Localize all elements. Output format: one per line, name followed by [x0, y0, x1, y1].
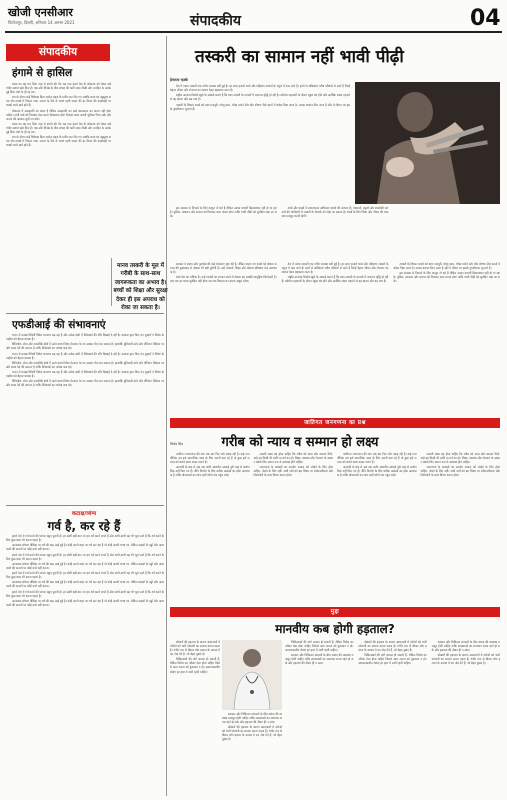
- main-article-body-bottom: [170, 262, 500, 414]
- paragraph: लोकतंत्र में असहमति का स्थान है लेकिन असहमति का अर्थ कामकाज ठप करना नहीं होना चाहिए। सभी दलों को मिलकर ऐसा रास्ता निकालना होगा जिससे संसद अपनी भूमिका निभा सके और जनता की आवाज सुनी जा सके।: [6, 108, 111, 121]
- article-headline-hangame: हंगामे से हासिल: [12, 67, 73, 79]
- paragraph: सत्र के दौरान कई विधेयक बिना पर्याप्त बहस के पारित कर दिए गए जबकि सदन का बहुमूल्य समय शोर-शराबे में निकल गया। जनता के पैसे से चलने वाली संसद की हर मिनट की कार्यवाही पर लाखों रुपये खर्च होते हैं।: [6, 95, 111, 108]
- article-body-fdi: [6, 333, 164, 501]
- paragraph: जनगणना के आंकड़ों का उपयोग समाज को जोड़ने के लिए होना चाहिए, तोड़ने के लिए नहीं। सभी दलों को इस विषय पर संवेदनशीलता और जिम्मेदारी के साथ विचार करना होगा।: [420, 465, 500, 478]
- paragraph: आजादी के बाद से अब तक जाति आधारित आंकड़े पूरी तरह से सार्वजनिक नहीं किए गए हैं। नीति निर्माण के लिए सटीक आंकड़ों का होना आवश्यक है ताकि योजनाओं का लाभ सही लोगों तक पहुंच सके।: [170, 465, 250, 478]
- paragraph: संसद का यह सत्र जिस तरह से हंगामे की भेंट चढ़ गया उसने देश के लोकतंत्र को लेकर कई गंभीर सवाल खड़े किए हैं। पक्ष और विपक्ष के बीच संवाद की कमी साफ दिखी और जनहित के अनेक मुद्दे बिना चर्चा के ही रह गए।: [6, 121, 111, 135]
- date-line: फिरोजपुर, दिल्ली, शनिवार 14 अगस्त 2021: [8, 20, 75, 25]
- article-photo: [355, 82, 500, 204]
- masthead: [8, 5, 106, 31]
- paragraph: भारत में प्रत्यक्ष विदेशी निवेश लगातार बढ़ रहा है और अनेक क्षेत्रों में निवेशकों की रुचि दिखाई दे रही है। सरकार द्वारा किए गए सुधारों ने निवेश के माहौल को बेहतर बनाया है।: [6, 370, 164, 379]
- editorial-tag-label: संपादकीय: [38, 46, 78, 58]
- paragraph: हमारे देश में गर्व करने की परंपरा बहुत पुरानी है। हर छोटी बड़ी बात पर हम गर्व करने लगते हैं और कभी-कभी यह भी भूल जाते हैं कि गर्व करने के लिए कुछ काम भी करना पड़ता है।: [6, 571, 164, 580]
- paragraph: आजादी के बाद से अब तक जाति आधारित आंकड़े पूरी तरह से सार्वजनिक नहीं किए गए हैं। नीति निर्माण के लिए सटीक आंकड़ों का होना आवश्यक है ताकि योजनाओं का लाभ सही लोगों तक पहुंच सके।: [337, 465, 417, 478]
- paragraph: जातिगत जनगणना की मांग एक बार फिर जोर पकड़ रही है। कई राजनीतिक दल इसे सामाजिक न्याय के लिए जरूरी बता रहे हैं तो कुछ इसे समाज को बांटने वाला कदम मानते हैं।: [170, 452, 250, 465]
- column-rule: [111, 258, 112, 306]
- pull-quote-text: मानव तस्करी के मूल में गरीबी के साथ-साथ जागरूकता का अभाव है। बच्चों को शिक्षा और सुरक्षा देकर ही इस अपराध को रोका जा सकता है।: [113, 263, 168, 312]
- paragraph: डॉक्टरों की हड़ताल के कारण अस्पतालों में मरीजों को भारी परेशानी का सामना करना पड़ता है। गंभीर रूप से बीमार लोग इलाज के अभाव में दम तोड़ देते हैं, जो बेहद दुखद है।: [222, 725, 282, 742]
- paragraph: आजकल सोशल मीडिया पर गर्व की बाढ़ आई हुई है। कोई अपने शहर पर गर्व कर रहा है तो कोई अपनी भाषा पर, लेकिन सड़कों के गड्ढों और अस्पतालों की कतारों पर कोई चर्चा नहीं करता।: [6, 580, 164, 589]
- issue-banner: [170, 607, 500, 617]
- paragraph: इस समस्या से निपटने के लिए कानून तो बने हैं लेकिन उनका प्रभावी क्रियान्वयन नहीं हो पा रहा है। पुलिस, प्रशासन और समाज को मिलकर काम करना होगा ताकि भावी पीढ़ी को सुरक्षित रखा जा सके।: [170, 206, 277, 219]
- paragraph: बच्चे देश का भविष्य हैं। उन्हें तस्करी का सामान बनने से रोकना हम सबकी सामूहिक जिम्मेदारी है। जब तक हर बच्चा सुरक्षित नहीं होगा तब तक विकास का सपना अधूरा रहेगा।: [170, 275, 277, 284]
- paragraph: तस्करी के शिकार बच्चों को बाल मजदूरी, घरेलू काम, भीख मांगने और यौन शोषण जैसे कामों में धकेल दिया जाता है। उनका बचपन छिन जाता है और वे जीवन भर इसके दुष्परिणाम भुगतते हैं।: [170, 102, 350, 111]
- paragraph: गांवों और कस्बों में जागरूकता अभियान चलाने की जरूरत है। पंचायतों, स्कूलों और स्वयंसेवी संगठनों की भागीदारी से तस्करी के नेटवर्क को तोड़ा जा सकता है। बच्चों के लिए शिक्षा और पोषण की व्यवस्था मजबूत करनी होगी।: [281, 206, 389, 219]
- paragraph: सरकार और चिकित्सा संगठनों के बीच संवाद की व्यवस्था मजबूत होनी चाहिए ताकि समस्याओं का समाधान समय रहते हो सके और हड़ताल की नौबत ही न आए।: [222, 712, 282, 725]
- paragraph: संसद का यह सत्र जिस तरह से हंगामे की भेंट चढ़ गया उसने देश के लोकतंत्र को लेकर कई गंभीर सवाल खड़े किए हैं। पक्ष और विपक्ष के बीच संवाद की कमी साफ दिखी और जनहित के अनेक मुद्दे बिना चर्चा के ही रह गए।: [6, 82, 111, 95]
- issue-illustration: [222, 640, 282, 710]
- paragraph: विनिर्माण, सेवा और तकनीकी क्षेत्रों में आने वाला निवेश रोजगार के नए अवसर पैदा कर सकता है। हालांकि बुनियादी ढांचे और नीतिगत स्थिरता पर और ध्यान देने की जरूरत है ताकि निवेशकों का भरोसा बना रहे।: [6, 379, 164, 388]
- issue-headline: मानवीय कब होगी हड़ताल?: [275, 622, 395, 636]
- doctor-illustration-icon: [222, 640, 282, 710]
- paragraph: आजकल सोशल मीडिया पर गर्व की बाढ़ आई हुई है। कोई अपने शहर पर गर्व कर रहा है तो कोई अपनी भाषा पर, लेकिन सड़कों के गड्ढों और अस्पतालों की कतारों पर कोई चर्चा नहीं करता।: [6, 543, 164, 552]
- main-article-body-mid: [170, 206, 500, 258]
- main-byline: हेमलता म्हस्के: [170, 78, 188, 82]
- issue-article-body-right: [285, 640, 500, 795]
- paragraph: जातिगत जनगणना की मांग एक बार फिर जोर पकड़ रही है। कई राजनीतिक दल इसे सामाजिक न्याय के लिए जरूरी बता रहे हैं तो कुछ इसे समाज को बांटने वाला कदम मानते हैं।: [337, 452, 417, 465]
- child-silhouette-photo: [355, 82, 500, 204]
- paragraph: सरकार ने बचाव और पुनर्वास की कई योजनाएं शुरू की हैं, लेकिन बचाए गए बच्चों को दोबारा समाज की मुख्यधारा से जोड़ना भी बड़ी चुनौती है। उन्हें परामर्श, शिक्षा और कौशल प्रशिक्षण देना आवश्यक है।: [170, 262, 277, 275]
- issue-article-body-left: [170, 640, 220, 795]
- paragraph: डॉक्टरों की हड़ताल के कारण अस्पतालों में मरीजों को भारी परेशानी का सामना करना पड़ता है। गंभीर रूप से बीमार लोग इलाज के अभाव में दम तोड़ देते हैं, जो बेहद दुखद है।: [358, 640, 427, 653]
- census-headline: गरीब को न्याय व सम्मान हो लक्ष्य: [221, 435, 379, 450]
- paragraph: डॉक्टरों की हड़ताल के कारण अस्पतालों में मरीजों को भारी परेशानी का सामना करना पड़ता है। गंभीर रूप से बीमार लोग इलाज के अभाव में दम तोड़ देते हैं, जो बेहद दुखद है।: [431, 653, 500, 666]
- paragraph: देश में मानव तस्करी एक गंभीर समस्या बनी हुई है। हर साल हजारों बच्चे और महिलाएं तस्करों के चंगुल में फंस जाते हैं। इनमें से अधिकांश गरीब परिवारों से आते हैं जिन्हें बेहतर जीवन और रोजगार का लालच देकर बहकाया जाता है।: [281, 262, 389, 275]
- editorial-tag: [6, 44, 110, 61]
- paragraph: चिकित्सकों की मांगें जायज हो सकती हैं, लेकिन विरोध का तरीका ऐसा होना चाहिए जिससे आम जनता को नुकसान न हो। आपातकालीन सेवाएं हर हाल में जारी रहनी चाहिए।: [170, 657, 220, 674]
- paragraph: हमारे देश में गर्व करने की परंपरा बहुत पुरानी है। हर छोटी बड़ी बात पर हम गर्व करने लगते हैं और कभी-कभी यह भी भूल जाते हैं कि गर्व करने के लिए कुछ काम भी करना पड़ता है।: [6, 589, 164, 598]
- article-headline-fdi: एफडीआई की संभावनाएं: [12, 319, 106, 331]
- page-number: 04: [470, 6, 501, 31]
- article-body-garv: [6, 534, 164, 794]
- paper-name: खोजी एनसीआर: [8, 6, 73, 19]
- paragraph: हमारे देश में गर्व करने की परंपरा बहुत पुरानी है। हर छोटी बड़ी बात पर हम गर्व करने लगते हैं और कभी-कभी यह भी भूल जाते हैं कि गर्व करने के लिए कुछ काम भी करना पड़ता है।: [6, 552, 164, 561]
- paragraph: असली लक्ष्य यह होना चाहिए कि गरीब को न्याय और सम्मान मिले, चाहे वह किसी भी जाति या वर्ग का हो। शिक्षा, स्वास्थ्य और रोजगार के अवसर सबके लिए समान रूप से उपलब्ध होने चाहिए।: [420, 452, 500, 465]
- census-byline: विनोद सिंह: [170, 442, 184, 446]
- paragraph: सरकार और चिकित्सा संगठनों के बीच संवाद की व्यवस्था मजबूत होनी चाहिए ताकि समस्याओं का समाधान समय रहते हो सके और हड़ताल की नौबत ही न आए।: [431, 640, 500, 653]
- paragraph: असली लक्ष्य यह होना चाहिए कि गरीब को न्याय और सम्मान मिले, चाहे वह किसी भी जाति या वर्ग का हो। शिक्षा, स्वास्थ्य और रोजगार के अवसर सबके लिए समान रूप से उपलब्ध होने चाहिए।: [253, 452, 333, 465]
- section-divider: [6, 313, 164, 314]
- main-headline: तस्करी का सामान नहीं भावी पीढ़ी: [195, 47, 404, 67]
- paragraph: हमारे देश में गर्व करने की परंपरा बहुत पुरानी है। हर छोटी बड़ी बात पर हम गर्व करने लगते हैं और कभी-कभी यह भी भूल जाते हैं कि गर्व करने के लिए कुछ काम भी करना पड़ता है।: [6, 534, 164, 543]
- census-banner-label: जातिगत जनगणना का प्रश्न: [304, 420, 366, 426]
- paragraph: देश में मानव तस्करी एक गंभीर समस्या बनी हुई है। हर साल हजारों बच्चे और महिलाएं तस्करों के चंगुल में फंस जाते हैं। इनमें से अधिकांश गरीब परिवारों से आते हैं जिन्हें बेहतर जीवन और रोजगार का लालच देकर बहकाया जाता है।: [170, 84, 350, 93]
- paragraph: तस्करी के शिकार बच्चों को बाल मजदूरी, घरेलू काम, भीख मांगने और यौन शोषण जैसे कामों में धकेल दिया जाता है। उनका बचपन छिन जाता है और वे जीवन भर इसके दुष्परिणाम भुगतते हैं।: [393, 262, 500, 271]
- paragraph: चिकित्सकों की मांगें जायज हो सकती हैं, लेकिन विरोध का तरीका ऐसा होना चाहिए जिससे आम जनता को नुकसान न हो। आपातकालीन सेवाएं हर हाल में जारी रहनी चाहिए।: [358, 653, 427, 666]
- paragraph: भारत में प्रत्यक्ष विदेशी निवेश लगातार बढ़ रहा है और अनेक क्षेत्रों में निवेशकों की रुचि दिखाई दे रही है। सरकार द्वारा किए गए सुधारों ने निवेश के माहौल को बेहतर बनाया है।: [6, 333, 164, 342]
- census-banner: [170, 418, 500, 428]
- article-body-hangame: [6, 82, 111, 310]
- satire-kicker: कटाक्ष/व्यंग्य: [71, 511, 97, 517]
- column-rule: [166, 36, 167, 796]
- issue-banner-label: मुद्दा: [330, 609, 340, 615]
- paragraph: चिकित्सकों की मांगें जायज हो सकती हैं, लेकिन विरोध का तरीका ऐसा होना चाहिए जिससे आम जनता को नुकसान न हो। आपातकालीन सेवाएं हर हाल में जारी रहनी चाहिए।: [285, 640, 354, 653]
- paragraph: जनगणना के आंकड़ों का उपयोग समाज को जोड़ने के लिए होना चाहिए, तोड़ने के लिए नहीं। सभी दलों को इस विषय पर संवेदनशीलता और जिम्मेदारी के साथ विचार करना होगा।: [253, 465, 333, 478]
- paragraph: विनिर्माण, सेवा और तकनीकी क्षेत्रों में आने वाला निवेश रोजगार के नए अवसर पैदा कर सकता है। हालांकि बुनियादी ढांचे और नीतिगत स्थिरता पर और ध्यान देने की जरूरत है ताकि निवेशकों का भरोसा बना रहे।: [6, 342, 164, 351]
- section-title: संपादकीय: [190, 13, 241, 29]
- paragraph: आजकल सोशल मीडिया पर गर्व की बाढ़ आई हुई है। कोई अपने शहर पर गर्व कर रहा है तो कोई अपनी भाषा पर, लेकिन सड़कों के गड्ढों और अस्पतालों की कतारों पर कोई चर्चा नहीं करता।: [6, 598, 164, 608]
- header-divider: [5, 31, 502, 33]
- paragraph: डॉक्टरों की हड़ताल के कारण अस्पतालों में मरीजों को भारी परेशानी का सामना करना पड़ता है। गंभीर रूप से बीमार लोग इलाज के अभाव में दम तोड़ देते हैं, जो बेहद दुखद है।: [170, 640, 220, 657]
- census-article-body: [170, 452, 500, 604]
- section-divider: [6, 505, 164, 506]
- paragraph: आजकल सोशल मीडिया पर गर्व की बाढ़ आई हुई है। कोई अपने शहर पर गर्व कर रहा है तो कोई अपनी भाषा पर, लेकिन सड़कों के गड्ढों और अस्पतालों की कतारों पर कोई चर्चा नहीं करता।: [6, 561, 164, 570]
- paragraph: सत्र के दौरान कई विधेयक बिना पर्याप्त बहस के पारित कर दिए गए जबकि सदन का बहुमूल्य समय शोर-शराबे में निकल गया। जनता के पैसे से चलने वाली संसद की हर मिनट की कार्यवाही पर लाखों रुपये खर्च होते हैं।: [6, 135, 111, 148]
- issue-article-body-under-illustration: [222, 712, 282, 795]
- main-article-body-top: [170, 84, 350, 204]
- paragraph: विनिर्माण, सेवा और तकनीकी क्षेत्रों में आने वाला निवेश रोजगार के नए अवसर पैदा कर सकता है। हालांकि बुनियादी ढांचे और नीतिगत स्थिरता पर और ध्यान देने की जरूरत है ताकि निवेशकों का भरोसा बना रहे।: [6, 360, 164, 369]
- paragraph: सरकार और चिकित्सा संगठनों के बीच संवाद की व्यवस्था मजबूत होनी चाहिए ताकि समस्याओं का समाधान समय रहते हो सके और हड़ताल की नौबत ही न आए।: [285, 653, 354, 666]
- paragraph: राष्ट्रीय अपराध रिकॉर्ड ब्यूरो के आंकड़े बताते हैं कि बाल तस्करी के मामलों में लगातार वृद्धि हो रही है। कोरोना महामारी के दौरान स्कूल बंद होने और आर्थिक संकट गहराने से यह खतरा और बढ़ गया है।: [281, 275, 389, 284]
- article-headline-garv: गर्व है, कर रहे हैं: [47, 519, 121, 533]
- pull-quote: [113, 262, 168, 312]
- paragraph: राष्ट्रीय अपराध रिकॉर्ड ब्यूरो के आंकड़े बताते हैं कि बाल तस्करी के मामलों में लगातार वृद्धि हो रही है। कोरोना महामारी के दौरान स्कूल बंद होने और आर्थिक संकट गहराने से यह खतरा और बढ़ गया है।: [170, 93, 350, 102]
- paragraph: इस समस्या से निपटने के लिए कानून तो बने हैं लेकिन उनका प्रभावी क्रियान्वयन नहीं हो पा रहा है। पुलिस, प्रशासन और समाज को मिलकर काम करना होगा ताकि भावी पीढ़ी को सुरक्षित रखा जा सके।: [393, 271, 500, 284]
- paragraph: भारत में प्रत्यक्ष विदेशी निवेश लगातार बढ़ रहा है और अनेक क्षेत्रों में निवेशकों की रुचि दिखाई दे रही है। सरकार द्वारा किए गए सुधारों ने निवेश के माहौल को बेहतर बनाया है।: [6, 351, 164, 360]
